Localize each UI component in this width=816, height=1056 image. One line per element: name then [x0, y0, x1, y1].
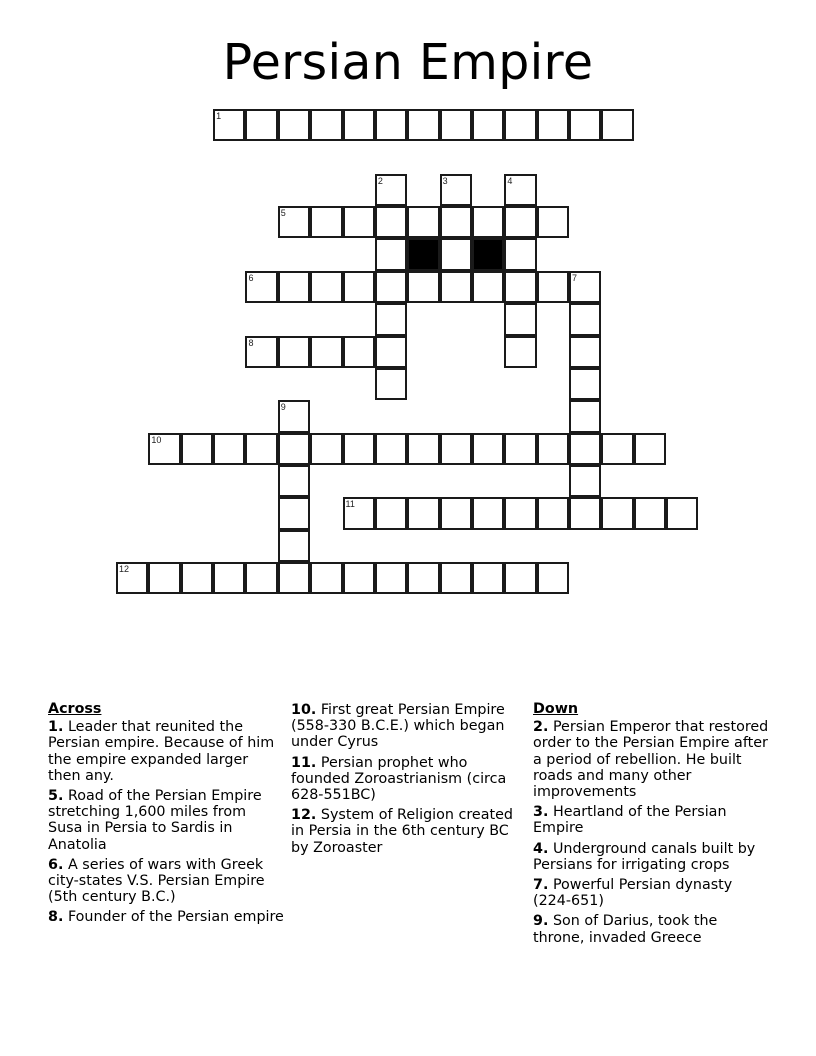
grid-cell[interactable]: [278, 109, 310, 141]
puzzle-title: Persian Empire: [222, 34, 594, 91]
grid-cell[interactable]: [375, 109, 407, 141]
clue-number: 11.: [291, 754, 317, 771]
grid-cell[interactable]: [148, 562, 180, 594]
clue-text: Leader that reunited the Persian empire. Because of him the empire expanded larger then any.: [48, 719, 275, 784]
grid-cell[interactable]: [375, 303, 407, 335]
grid-cell[interactable]: [310, 109, 342, 141]
grid-cell[interactable]: [537, 109, 569, 141]
grid-cell[interactable]: [407, 497, 439, 529]
grid-cell[interactable]: [245, 433, 277, 465]
grid-cell[interactable]: [375, 271, 407, 303]
grid-cell[interactable]: [310, 562, 342, 594]
clue-down-2: [533, 719, 773, 800]
black-cell: [407, 238, 439, 270]
grid-cell[interactable]: [569, 433, 601, 465]
clue-text: Persian prophet who founded Zoroastrianism (circa 628-551BC): [291, 754, 507, 804]
grid-cell[interactable]: [601, 433, 633, 465]
clue-number-label: 7: [572, 272, 578, 283]
grid-cell[interactable]: [278, 400, 310, 432]
clue-text: A series of wars with Greek city-states V.S. Persian Empire (5th century B.C.): [48, 856, 265, 906]
grid-cell[interactable]: [343, 433, 375, 465]
grid-cell[interactable]: [472, 433, 504, 465]
clues-across-continued-column: [291, 702, 527, 860]
grid-cell[interactable]: [278, 433, 310, 465]
clue-text: Road of the Persian Empire stretching 1,600 miles from Susa in Persia to Sardis in Anatolia: [48, 788, 262, 853]
clue-down-4: [533, 841, 773, 873]
clue-text: Powerful Persian dynasty (224-651): [533, 877, 733, 910]
grid-cell[interactable]: [537, 271, 569, 303]
clue-text: Underground canals built by Persians for irrigating crops: [533, 840, 756, 873]
clue-number-label: 6: [248, 272, 254, 283]
grid-cell[interactable]: [504, 562, 536, 594]
grid-cell[interactable]: [245, 109, 277, 141]
grid-cell[interactable]: [181, 433, 213, 465]
grid-cell[interactable]: [537, 206, 569, 238]
grid-cell[interactable]: [440, 562, 472, 594]
grid-cell[interactable]: [634, 497, 666, 529]
clue-number: 3.: [533, 804, 549, 821]
grid-cell[interactable]: [440, 109, 472, 141]
clues-down-column: [533, 701, 773, 950]
grid-cell[interactable]: [537, 497, 569, 529]
grid-cell[interactable]: [601, 109, 633, 141]
grid-cell[interactable]: [116, 562, 148, 594]
grid-cell[interactable]: [472, 562, 504, 594]
clue-across-6: [48, 857, 284, 906]
grid-cell[interactable]: [504, 303, 536, 335]
grid-cell[interactable]: [407, 562, 439, 594]
grid-cell[interactable]: [537, 433, 569, 465]
grid-cell[interactable]: [407, 109, 439, 141]
clue-text: First great Persian Empire (558-330 B.C.E.) which began under Cyrus: [291, 702, 505, 751]
grid-cell[interactable]: [472, 271, 504, 303]
clue-text: System of Religion created in Persia in the 6th century BC by Zoroaster: [291, 807, 513, 856]
clue-number: 9.: [533, 913, 549, 930]
grid-cell[interactable]: [343, 336, 375, 368]
grid-cell[interactable]: [375, 336, 407, 368]
grid-cell[interactable]: [504, 174, 536, 206]
clue-number-label: 2: [377, 175, 383, 186]
clue-across-5: [48, 788, 284, 853]
grid-cell[interactable]: [601, 497, 633, 529]
grid-cell[interactable]: [278, 206, 310, 238]
clue-number-label: 1: [216, 111, 222, 121]
grid-cell[interactable]: [245, 271, 277, 303]
grid-cell[interactable]: [504, 206, 536, 238]
grid-cell[interactable]: [278, 465, 310, 497]
clue-across-11: [291, 755, 527, 804]
clue-down-9: [533, 913, 773, 945]
grid-cell[interactable]: [375, 174, 407, 206]
clue-number-label: 3: [442, 175, 448, 186]
grid-cell[interactable]: [213, 562, 245, 594]
grid-cell[interactable]: [440, 206, 472, 238]
grid-cell[interactable]: [666, 497, 698, 529]
clue-across-1: [48, 719, 284, 784]
grid-cell[interactable]: [504, 238, 536, 270]
clue-number-label: 9: [280, 402, 286, 413]
grid-cell[interactable]: [504, 433, 536, 465]
grid-cell[interactable]: [278, 562, 310, 594]
grid-cell[interactable]: [343, 271, 375, 303]
clue-number: 8.: [48, 909, 64, 926]
clue-number-label: 4: [507, 175, 513, 186]
grid-cell[interactable]: [569, 400, 601, 432]
grid-cell[interactable]: [504, 271, 536, 303]
grid-cell[interactable]: [569, 336, 601, 368]
grid-cell[interactable]: [504, 497, 536, 529]
grid-cell[interactable]: [245, 336, 277, 368]
grid-cell[interactable]: [213, 109, 245, 141]
grid-cell[interactable]: [472, 206, 504, 238]
grid-cell[interactable]: [148, 433, 180, 465]
grid-cell[interactable]: [634, 433, 666, 465]
grid-cell[interactable]: [181, 562, 213, 594]
grid-cell[interactable]: [504, 336, 536, 368]
grid-cell[interactable]: [375, 368, 407, 400]
grid-cell[interactable]: [407, 206, 439, 238]
grid-cell[interactable]: [310, 336, 342, 368]
grid-cell[interactable]: [569, 271, 601, 303]
grid-cell[interactable]: [310, 433, 342, 465]
grid-cell[interactable]: [343, 562, 375, 594]
grid-cell[interactable]: [310, 271, 342, 303]
clue-number-label: 8: [248, 337, 254, 348]
grid-cell[interactable]: [375, 238, 407, 270]
grid-cell[interactable]: [310, 206, 342, 238]
grid-cell[interactable]: [375, 433, 407, 465]
clue-number: 12.: [291, 807, 317, 824]
clue-number: 4.: [533, 840, 549, 857]
clue-number-label: 10: [151, 434, 162, 445]
clue-number-label: 12: [119, 564, 130, 575]
grid-cell[interactable]: [569, 465, 601, 497]
clue-number: 5.: [48, 788, 64, 805]
grid-cell[interactable]: [245, 562, 277, 594]
grid-cell[interactable]: [472, 497, 504, 529]
grid-cell[interactable]: [537, 562, 569, 594]
grid-cell[interactable]: [343, 206, 375, 238]
grid-cell[interactable]: [440, 271, 472, 303]
clue-number: 1.: [48, 719, 64, 736]
grid-cell[interactable]: [278, 530, 310, 562]
grid-cell[interactable]: [472, 109, 504, 141]
grid-cell[interactable]: [343, 109, 375, 141]
clue-number: 6.: [48, 856, 64, 873]
clue-across-10: [291, 702, 527, 751]
across-heading: Across: [48, 701, 102, 717]
grid-cell[interactable]: [569, 303, 601, 335]
grid-cell[interactable]: [504, 109, 536, 141]
grid-cell[interactable]: [440, 174, 472, 206]
grid-cell[interactable]: [569, 497, 601, 529]
clues-across-column: [48, 701, 284, 930]
grid-cell[interactable]: [440, 433, 472, 465]
black-cell: [472, 238, 504, 270]
clue-down-3: [533, 804, 773, 836]
clue-text: Persian Emperor that restored order to the Persian Empire after a period of rebellion. He built roads and many other improvements: [533, 719, 769, 801]
clue-text: Son of Darius, took the throne, invaded Greece: [533, 913, 718, 946]
grid-cell[interactable]: [407, 433, 439, 465]
grid-cell[interactable]: [278, 336, 310, 368]
clue-across-12: [291, 807, 527, 856]
grid-cell[interactable]: [343, 497, 375, 529]
grid-cell[interactable]: [569, 368, 601, 400]
clue-number: 7.: [533, 877, 549, 894]
crossword-grid: [117, 110, 717, 610]
grid-cell[interactable]: [278, 497, 310, 529]
clue-number: 2.: [533, 719, 549, 736]
grid-cell[interactable]: [278, 271, 310, 303]
grid-cell[interactable]: [440, 238, 472, 270]
clue-number-label: 11: [345, 499, 355, 510]
clue-text: Heartland of the Persian Empire: [533, 804, 727, 837]
clue-down-7: [533, 877, 773, 909]
grid-cell[interactable]: [569, 109, 601, 141]
clue-number-label: 5: [280, 208, 286, 219]
clue-text: Founder of the Persian empire: [67, 909, 284, 926]
grid-cell[interactable]: [440, 497, 472, 529]
down-heading: Down: [533, 701, 579, 717]
grid-cell[interactable]: [375, 497, 407, 529]
clue-number: 10.: [291, 702, 317, 718]
grid-cell[interactable]: [407, 271, 439, 303]
clue-across-8: [48, 909, 284, 925]
grid-cell[interactable]: [213, 433, 245, 465]
grid-cell[interactable]: [375, 562, 407, 594]
grid-cell[interactable]: [375, 206, 407, 238]
